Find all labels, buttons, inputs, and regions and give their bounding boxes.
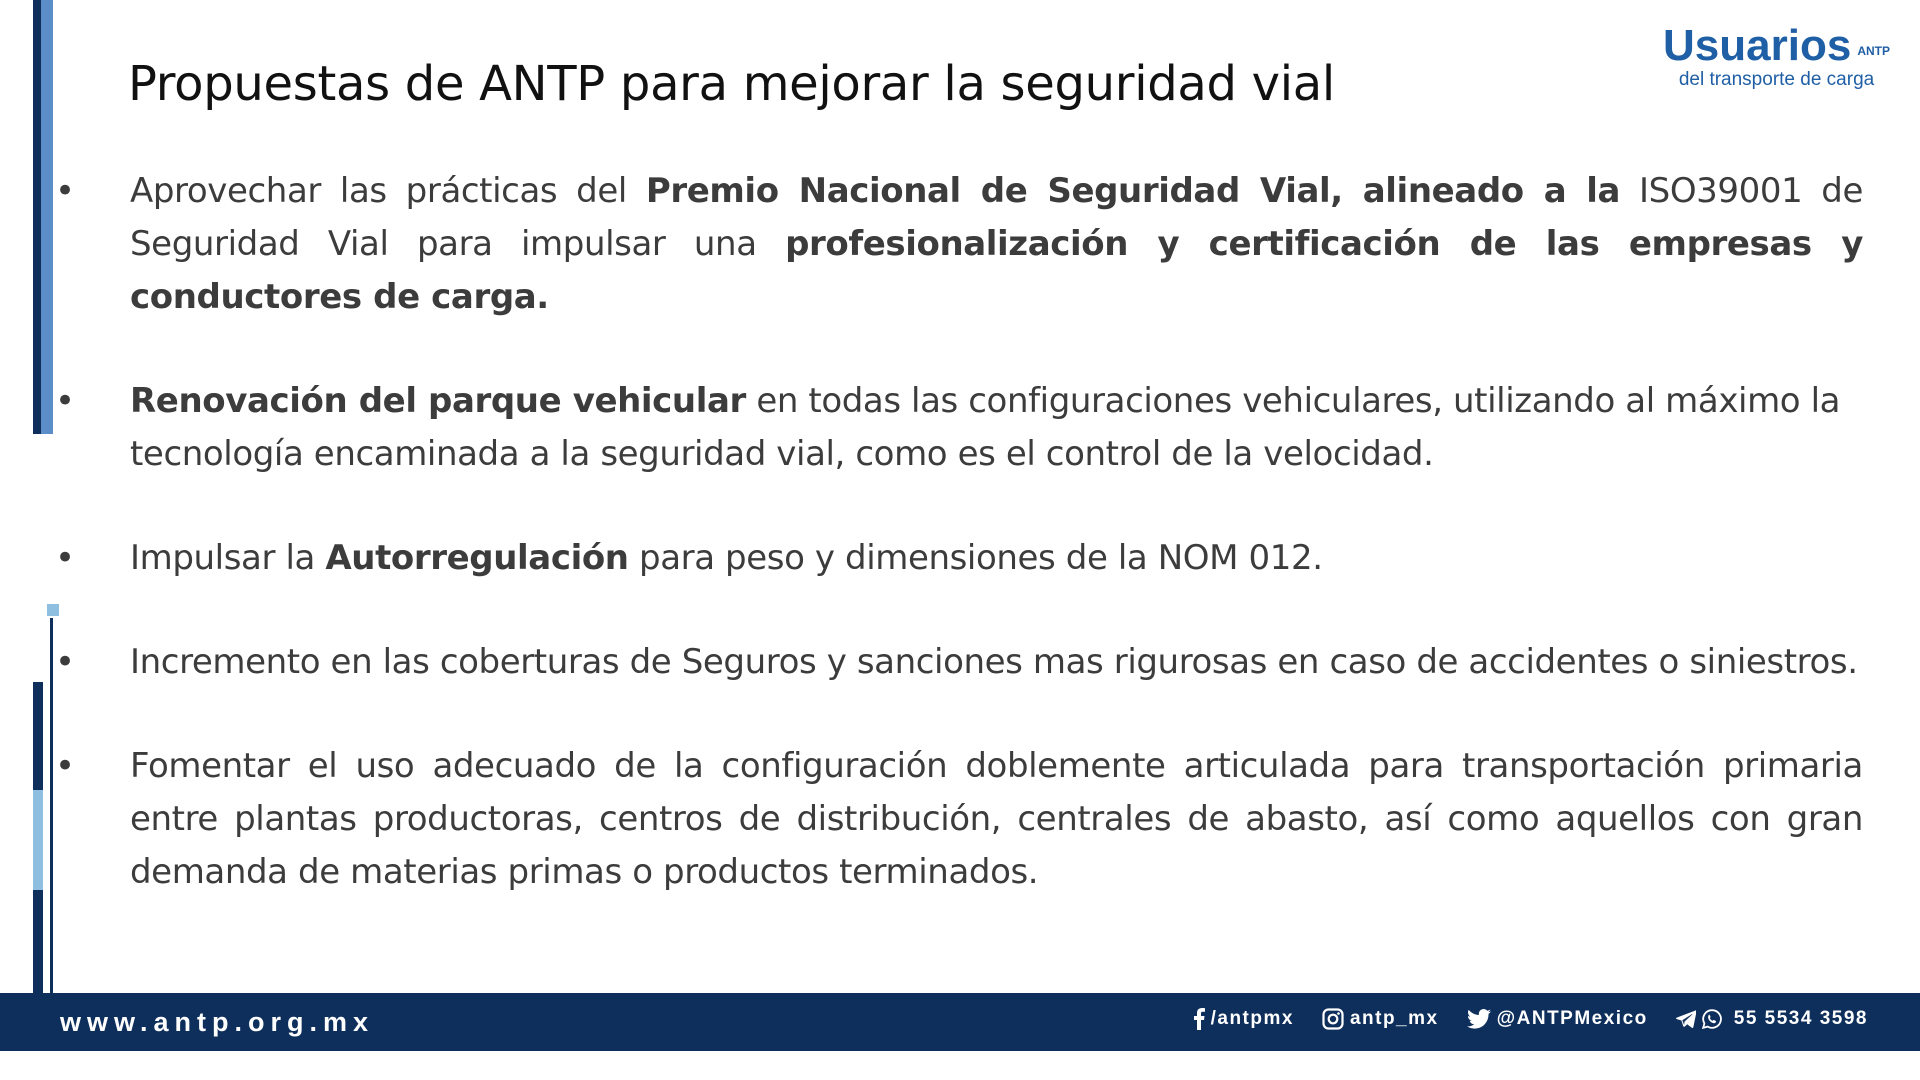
left-accent-bar-lower-dark — [33, 682, 43, 790]
list-item — [55, 740, 1863, 899]
bullet-dot-icon: • — [55, 381, 76, 421]
phone-link[interactable]: 55 5534 3598 — [1676, 1008, 1868, 1030]
bullet-text: Impulsar la Autorregulación para peso y dimensiones de la NOM 012. — [130, 538, 1323, 578]
bullet-dot-icon: • — [55, 538, 76, 578]
facebook-icon — [1193, 1008, 1205, 1030]
list-item — [55, 636, 1863, 689]
logo-sup-text: ANTP — [1857, 44, 1890, 58]
bullet-dot-icon: • — [55, 746, 76, 786]
left-accent-bar-bottom-dark — [33, 890, 43, 993]
bullet-text: Fomentar el uso adecuado de la configuración doblemente articulada para transportación primaria entre plantas productoras, centros de distribución, centrales de abasto, así como aquellos con gran demanda de materias primas o productos terminados. — [130, 746, 1863, 892]
logo-subtitle: del transporte de carga — [1678, 69, 1875, 90]
left-accent-line — [50, 618, 53, 993]
footer-bar — [0, 993, 1920, 1051]
left-accent-bar-lower-light — [33, 790, 43, 890]
whatsapp-icon — [1702, 1009, 1722, 1029]
twitter-icon — [1467, 1009, 1491, 1029]
list-item — [55, 165, 1863, 324]
bullet-text: Aprovechar las prácticas del Premio Nacional de Seguridad Vial, alineado a la ISO39001 de Seguridad Vial para impulsar una profesionalización y certificación de las empresas y conductores de carga. — [130, 171, 1863, 317]
website-link[interactable]: www.antp.org.mx — [60, 1007, 375, 1037]
social-links — [1165, 1008, 1868, 1030]
page-title: Propuestas de ANTP para mejorar la seguridad vial — [128, 56, 1335, 112]
left-accent-bar-blue — [41, 0, 53, 434]
logo-main-text: Usuarios — [1663, 21, 1852, 70]
telegram-icon — [1676, 1010, 1696, 1028]
bullet-text: Incremento en las coberturas de Seguros y sanciones mas rigurosas en caso de accidentes o siniestros. — [130, 642, 1858, 682]
bullet-text: Renovación del parque vehicular en todas las configuraciones vehiculares, utilizando al máximo la tecnología encaminada a la seguridad vial, como es el control de la velocidad. — [130, 381, 1841, 474]
antp-logo — [1663, 21, 1890, 91]
list-item — [55, 532, 1863, 585]
proposal-list — [55, 165, 1863, 950]
instagram-link[interactable]: antp_mx — [1322, 1008, 1439, 1030]
list-item — [55, 375, 1863, 481]
instagram-icon — [1322, 1008, 1344, 1030]
twitter-link[interactable]: @ANTPMexico — [1467, 1008, 1648, 1030]
facebook-link[interactable]: /antpmx — [1193, 1008, 1294, 1030]
bullet-dot-icon: • — [55, 642, 76, 682]
left-accent-bar-dark — [33, 0, 41, 434]
bullet-dot-icon: • — [55, 171, 76, 211]
